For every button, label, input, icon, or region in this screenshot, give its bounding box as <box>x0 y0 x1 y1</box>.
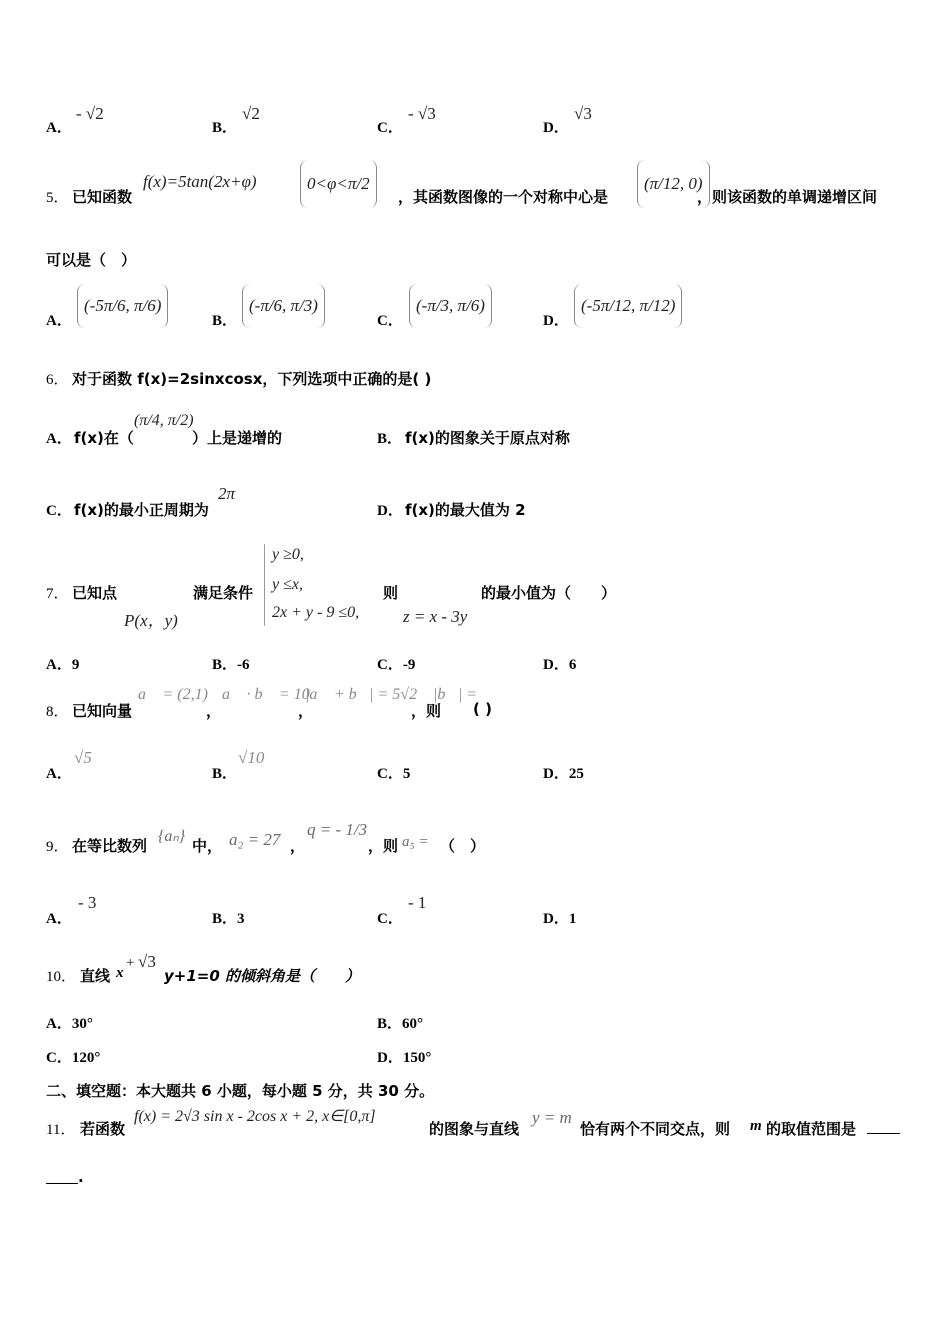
q9-option-c-value: - 1 <box>408 893 427 912</box>
q8-option-c-label: C． <box>377 766 403 782</box>
q11-end: . <box>78 1168 84 1186</box>
q5-center: (π/12, 0) <box>644 174 703 193</box>
q5-option-a-value: (-5π/6, π/6) <box>84 296 162 315</box>
q10-option-a <box>46 1012 93 1033</box>
q8-text-1: 已知向量 <box>72 702 133 720</box>
q9-option-a-label: A． <box>46 911 72 927</box>
q11-text-4: 的取值范围是 <box>766 1120 857 1138</box>
q6-number: 6． <box>46 372 69 388</box>
q7-option-c-label: C． <box>377 657 403 673</box>
q8-option-b-value: √10 <box>238 748 265 767</box>
q10-text-1: 直线 <box>80 967 111 985</box>
q10-option-b-label: B． <box>377 1016 403 1032</box>
q8-option-c <box>377 762 410 783</box>
q6-option-d-label: D． <box>377 503 403 519</box>
q4-option-b-value: √2 <box>242 104 260 123</box>
q9-option-d-value: 1 <box>568 911 577 927</box>
q10-sqrt3: √3 <box>138 952 156 971</box>
q6-option-a-post: ）上是递增的 <box>192 429 283 447</box>
q8-option-c-value: 5 <box>402 766 411 782</box>
q9-option-d-label: D． <box>543 911 569 927</box>
q7-option-b-value: -6 <box>237 657 250 673</box>
q11-m: m <box>750 1118 762 1134</box>
q5-option-d-box <box>574 284 682 328</box>
q6-option-b-label: B． <box>377 431 403 447</box>
q9-option-b-label: B． <box>212 911 238 927</box>
q4-option-b-label: B． <box>212 120 238 136</box>
section-2-heading: 二、填空题：本大题共 6 小题，每小题 5 分，共 30 分。 <box>46 1082 435 1100</box>
q8-option-a-label: A． <box>46 766 72 782</box>
q9-a5: a₅ = <box>402 834 429 850</box>
q7-option-d <box>543 653 576 674</box>
q9-option-b <box>212 907 245 928</box>
q5-text-1: 已知函数 <box>72 188 133 206</box>
q5-number: 5． <box>46 190 69 206</box>
q11-number: 11． <box>46 1122 76 1138</box>
q4-option-d-value: √3 <box>574 104 592 123</box>
q10-number: 10． <box>46 969 77 985</box>
q11-answer-blank-1[interactable] <box>867 1133 900 1134</box>
q5-condition-box <box>300 160 377 208</box>
q6-stem: 对于函数 f(x)=2sinxcosx，下列选项中正确的是( ) <box>72 370 432 388</box>
q7-text-1: 已知点 <box>72 584 118 602</box>
q10-option-c-value: 120° <box>71 1050 101 1066</box>
q6-option-a-interval: (π/4, π/2) <box>134 412 194 429</box>
q7-option-a-value: 9 <box>71 657 80 673</box>
q8-sep-1: ， <box>206 702 222 720</box>
q5-text-2: ，其函数图像的一个对称中心是 <box>398 188 609 206</box>
q6-option-a-label: A． <box>46 431 72 447</box>
q7-option-d-value: 6 <box>568 657 577 673</box>
q6-option-a-pre: f(x)在（ <box>74 429 134 447</box>
q9-text-5: （ ） <box>440 837 486 855</box>
q7-option-b <box>212 653 250 674</box>
q9-option-d <box>543 907 576 928</box>
q5-option-a-box <box>77 284 168 328</box>
q7-text-3: 则 <box>383 584 399 602</box>
q9-a2: a₂ = 27 <box>229 830 281 849</box>
q9-number: 9． <box>46 839 69 855</box>
q8-dot-product: a⃗ · b⃗ = 10 <box>222 686 310 703</box>
q5-option-d-value: (-5π/12, π/12) <box>581 296 676 315</box>
q6-option-b-text: f(x)的图象关于原点对称 <box>405 429 570 447</box>
q11-text-2: 的图象与直线 <box>429 1120 520 1138</box>
q8-b-magnitude: |b⃗| = <box>433 686 478 703</box>
q8-option-d <box>543 762 584 783</box>
q9-option-b-value: 3 <box>237 911 245 927</box>
q10-option-d-label: D． <box>377 1050 403 1066</box>
q11-function: f(x) = 2√3 sin x - 2cos x + 2, x∈[0,π] <box>134 1108 376 1125</box>
q7-text-2: 满足条件 <box>193 584 254 602</box>
q5-condition: 0<φ<π/2 <box>307 174 370 193</box>
q5-text-4: 可以是（ ） <box>46 251 137 269</box>
q8-sum-magnitude: |a⃗ + b⃗| = 5√2 <box>305 686 418 703</box>
q10-option-b <box>377 1012 423 1033</box>
q4-option-a-value <box>76 104 104 124</box>
q7-option-a-label: A． <box>46 657 72 673</box>
q5-option-b-value: (-π/6, π/3) <box>249 296 318 315</box>
q9-text-1: 在等比数列 <box>72 837 148 855</box>
q11-text-1: 若函数 <box>80 1120 126 1138</box>
q7-cond-2: y ≤x, <box>272 576 303 593</box>
q10-option-a-value: 30° <box>71 1016 93 1032</box>
q10-option-b-value: 60° <box>402 1016 424 1032</box>
q9-text-4: ，则 <box>368 837 399 855</box>
q6-option-c-value: 2π <box>218 484 236 503</box>
q8-option-b-label: B． <box>212 766 238 782</box>
q9-ratio: q = - 1/3 <box>307 820 368 839</box>
q5-function: f(x)=5tan(2x+φ) <box>143 172 257 191</box>
q7-text-4: 的最小值为（ ） <box>481 584 617 602</box>
q9-option-c-label: C． <box>377 911 403 927</box>
q5-text-3: ，则该函数的单调递增区间 <box>697 188 878 206</box>
q10-x: x <box>116 965 124 981</box>
q4-option-a-label: A． <box>46 120 72 136</box>
q7-option-c-value: -9 <box>402 657 416 673</box>
q9-text-2: 中， <box>192 837 223 855</box>
q11-text-3: 恰有两个不同交点，则 <box>580 1120 731 1138</box>
q8-sep-3: ，则 <box>411 702 442 720</box>
q5-option-b-label: B． <box>212 313 238 329</box>
q10-option-c-label: C． <box>46 1050 72 1066</box>
q8-option-a-value: √5 <box>74 748 92 767</box>
q6-option-d-text: f(x)的最大值为 2 <box>405 501 526 519</box>
q5-option-d-label: D． <box>543 313 569 329</box>
q4-a-expr: - √2 <box>76 104 104 123</box>
q10-option-d-value: 150° <box>402 1050 432 1066</box>
q7-brace <box>264 544 265 626</box>
q7-number: 7． <box>46 586 69 602</box>
q5-option-a-label: A． <box>46 313 72 329</box>
q5-option-c-label: C． <box>377 313 403 329</box>
q7-cond-1: y ≥0, <box>272 546 304 563</box>
q6-option-c-pre: f(x)的最小正周期为 <box>74 501 209 519</box>
q7-cond-3: 2x + y - 9 ≤0, <box>272 604 360 621</box>
q4-option-c-value: - √3 <box>408 104 436 123</box>
q7-option-c <box>377 653 415 674</box>
q8-sep-2: ， <box>298 702 314 720</box>
q9-sequence: {aₙ} <box>158 828 186 845</box>
q9-option-a-value: - 3 <box>78 893 97 912</box>
q7-option-d-label: D． <box>543 657 569 673</box>
q8-vector-a: a⃗ = (2,1) <box>138 686 208 703</box>
q7-z: z = x - 3y <box>403 607 468 626</box>
q10-option-d <box>377 1046 431 1067</box>
q11-line: y = m <box>532 1108 572 1127</box>
q10-option-c <box>46 1046 100 1067</box>
q7-option-a <box>46 653 79 674</box>
q11-answer-blank-2[interactable] <box>46 1183 78 1184</box>
q8-option-d-value: 25 <box>568 766 584 782</box>
q7-option-b-label: B． <box>212 657 238 673</box>
q8-option-d-label: D． <box>543 766 569 782</box>
q5-option-c-value: (-π/3, π/6) <box>416 296 485 315</box>
q6-option-c-label: C． <box>46 503 72 519</box>
q7-point: P(x，y) <box>124 611 178 630</box>
q4-option-c-label: C． <box>377 120 403 136</box>
q8-number: 8． <box>46 704 69 720</box>
q4-option-d-label: D． <box>543 120 569 136</box>
q5-option-c-box <box>409 284 492 328</box>
q10-option-a-label: A． <box>46 1016 72 1032</box>
q8-text-2: ( ) <box>473 700 492 718</box>
q5-option-b-box <box>242 284 325 328</box>
q9-text-3: ， <box>290 837 306 855</box>
q10-plus: + <box>126 955 135 971</box>
q10-text-2: y+1=0 的倾斜角是（ ） <box>164 967 361 985</box>
